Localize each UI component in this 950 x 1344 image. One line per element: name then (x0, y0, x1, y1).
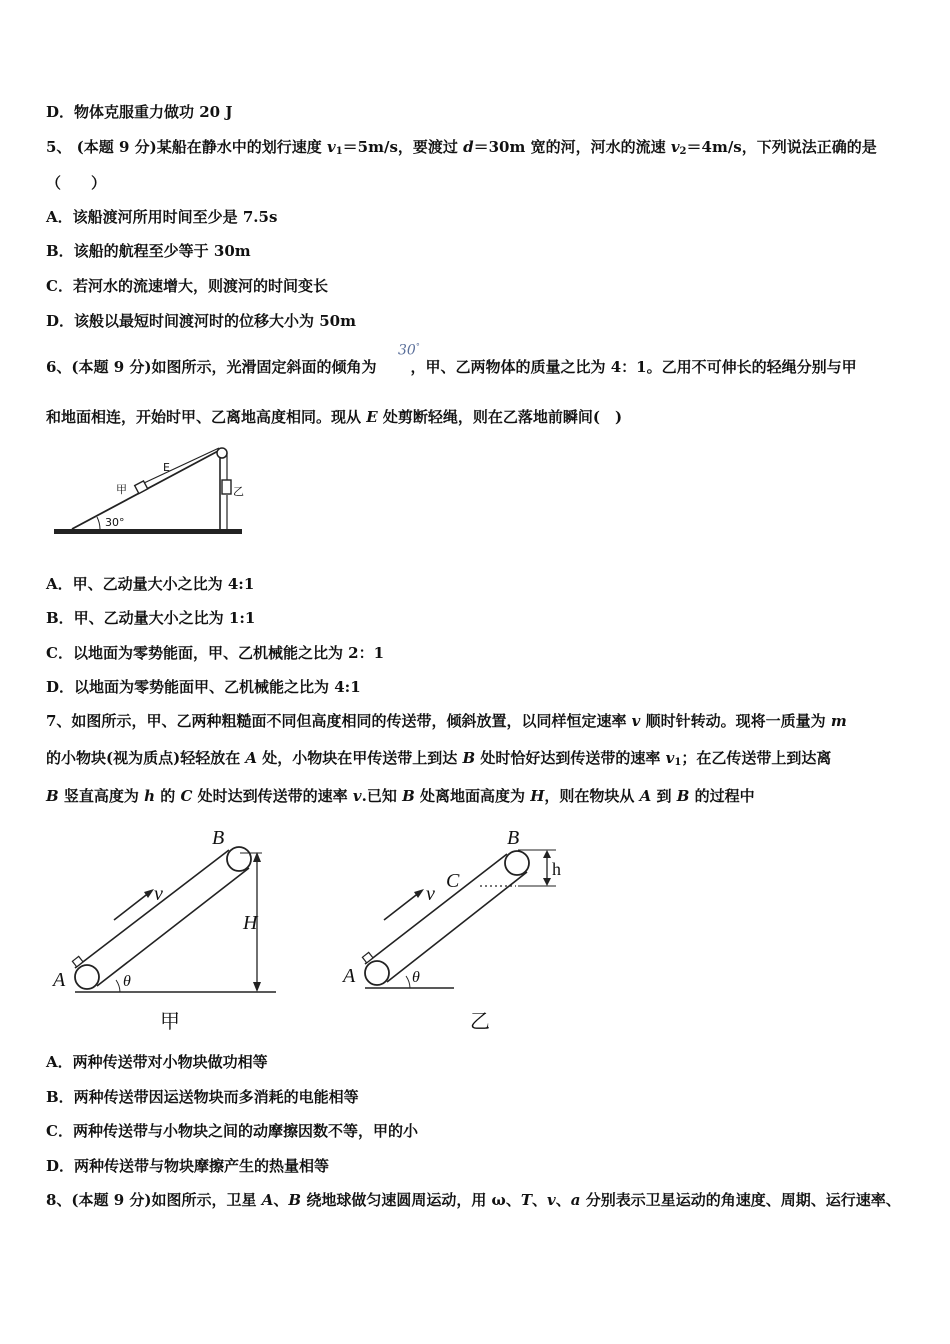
label-b: B (212, 827, 225, 849)
q7-option-d: D．两种传送带与物块摩擦产生的热量相等 (46, 1157, 330, 1175)
block-yi (222, 480, 231, 494)
ground (54, 529, 242, 534)
roller-a (365, 961, 389, 985)
rope-incline (144, 448, 219, 483)
arrow-head-icon (414, 889, 424, 898)
q6-option-d: D．以地面为零势能面甲、乙机械能之比为 4:1 (46, 678, 361, 696)
arrow-head-icon (144, 889, 154, 898)
label-jia: 甲 (160, 1009, 180, 1033)
small-block (362, 952, 373, 962)
label-yi: 乙 (470, 1009, 490, 1033)
q7-stem-3: B 竖直高度为 h 的 C 处时达到传送带的速率 v.已知 B 处离地面高度为 H，则在物块从 A 到 B 的过程中 (46, 787, 755, 805)
q6-option-b: B．甲、乙动量大小之比为 1:1 (46, 609, 256, 627)
label-h-small: h (552, 859, 561, 879)
label-theta: θ (123, 973, 131, 990)
velocity-arrow (114, 892, 150, 920)
belt-lower (97, 868, 249, 986)
roller-a (75, 965, 99, 989)
q5-option-a: A．该船渡河所用时间至少是 7.5s (46, 208, 278, 226)
q5-stem: 5、 (本题 9 分)某船在静水中的划行速度 $v_1=5m/s$，要渡过 d＝30m 宽的河，河水的流速 $v_2=4m/s$，下列说法正确的是 (46, 138, 877, 157)
q5-option-c: C．若河水的流速增大，则渡河的时间变长 (46, 277, 328, 295)
roller-b (227, 847, 251, 871)
label-b: B (507, 827, 520, 849)
label-v: v (154, 883, 163, 905)
roller-b (505, 851, 529, 875)
q8-stem: 8、(本题 9 分)如图所示，卫星 A、B 绕地球做匀速圆周运动，用 ω、T、v、a 分别表示卫星运动的角速度、周期、运行速率、 (46, 1191, 901, 1209)
theta-arc (116, 980, 120, 992)
q7-option-b: B．两种传送带因运送物块而多消耗的电能相等 (46, 1088, 359, 1106)
q6-stem: 6、(本题 9 分)如图所示，光滑固定斜面的倾角为 ，甲、乙两物体的质量之比为 4：1。乙用不可伸长的轻绳分别与甲 (46, 358, 857, 376)
label-a: A (343, 965, 356, 987)
q7-stem-2: 的小物块(视为质点)轻轻放在 A 处，小物块在甲传送带上到达 B 处时恰好达到传送带的速率 $v_1$；在乙传送带上到达离 (46, 749, 832, 768)
q7-figure-jia (50, 822, 290, 1040)
belt-upper (365, 854, 507, 964)
arrow-down-icon (543, 878, 551, 886)
q6-stem-2: 和地面相连，开始时甲、乙离地高度相同。现从 E 处剪断轻绳，则在乙落地前瞬间( ) (46, 408, 623, 426)
angle-arc (97, 517, 100, 529)
arrow-up-icon (543, 850, 551, 858)
q5-answer-paren: （ ） (46, 174, 107, 192)
q7-option-a: A．两种传送带对小物块做功相等 (46, 1053, 268, 1071)
q6-option-a: A．甲、乙动量大小之比为 4:1 (46, 575, 255, 593)
q6-angle-image: 30° (398, 342, 420, 359)
label-c: C (446, 870, 460, 892)
q7-option-c: C．两种传送带与小物块之间的动摩擦因数不等，甲的小 (46, 1122, 418, 1140)
label-jia: 甲 (116, 483, 127, 496)
label-h-big: H (243, 912, 258, 934)
q7-stem-1: 7、如图所示，甲、乙两种粗糙面不同但高度相同的传送带，倾斜放置，以同样恒定速率 v 顺时针转动。现将一质量为 m (46, 712, 847, 730)
small-block (72, 956, 83, 966)
label-yi: 乙 (233, 485, 244, 498)
belt-upper (75, 850, 229, 968)
theta-arc (406, 976, 410, 988)
label-a: A (53, 969, 66, 991)
velocity-arrow (384, 892, 420, 920)
label-e: E (163, 461, 170, 474)
q5-option-b: B．该船的航程至少等于 30m (46, 242, 251, 260)
arrow-down-icon (253, 982, 261, 992)
q4-option-d: D．物体克服重力做功 20 J (46, 103, 233, 121)
angle-label: 30° (105, 516, 125, 529)
q6-option-c: C．以地面为零势能面，甲、乙机械能之比为 2：1 (46, 644, 385, 662)
q5-option-d: D．该般以最短时间渡河时的位移大小为 50m (46, 312, 356, 330)
q7-figure-yi (340, 822, 580, 1040)
pulley-icon (217, 448, 227, 458)
q6-figure-incline (52, 440, 247, 540)
label-theta: θ (412, 969, 420, 986)
label-v: v (426, 883, 435, 905)
